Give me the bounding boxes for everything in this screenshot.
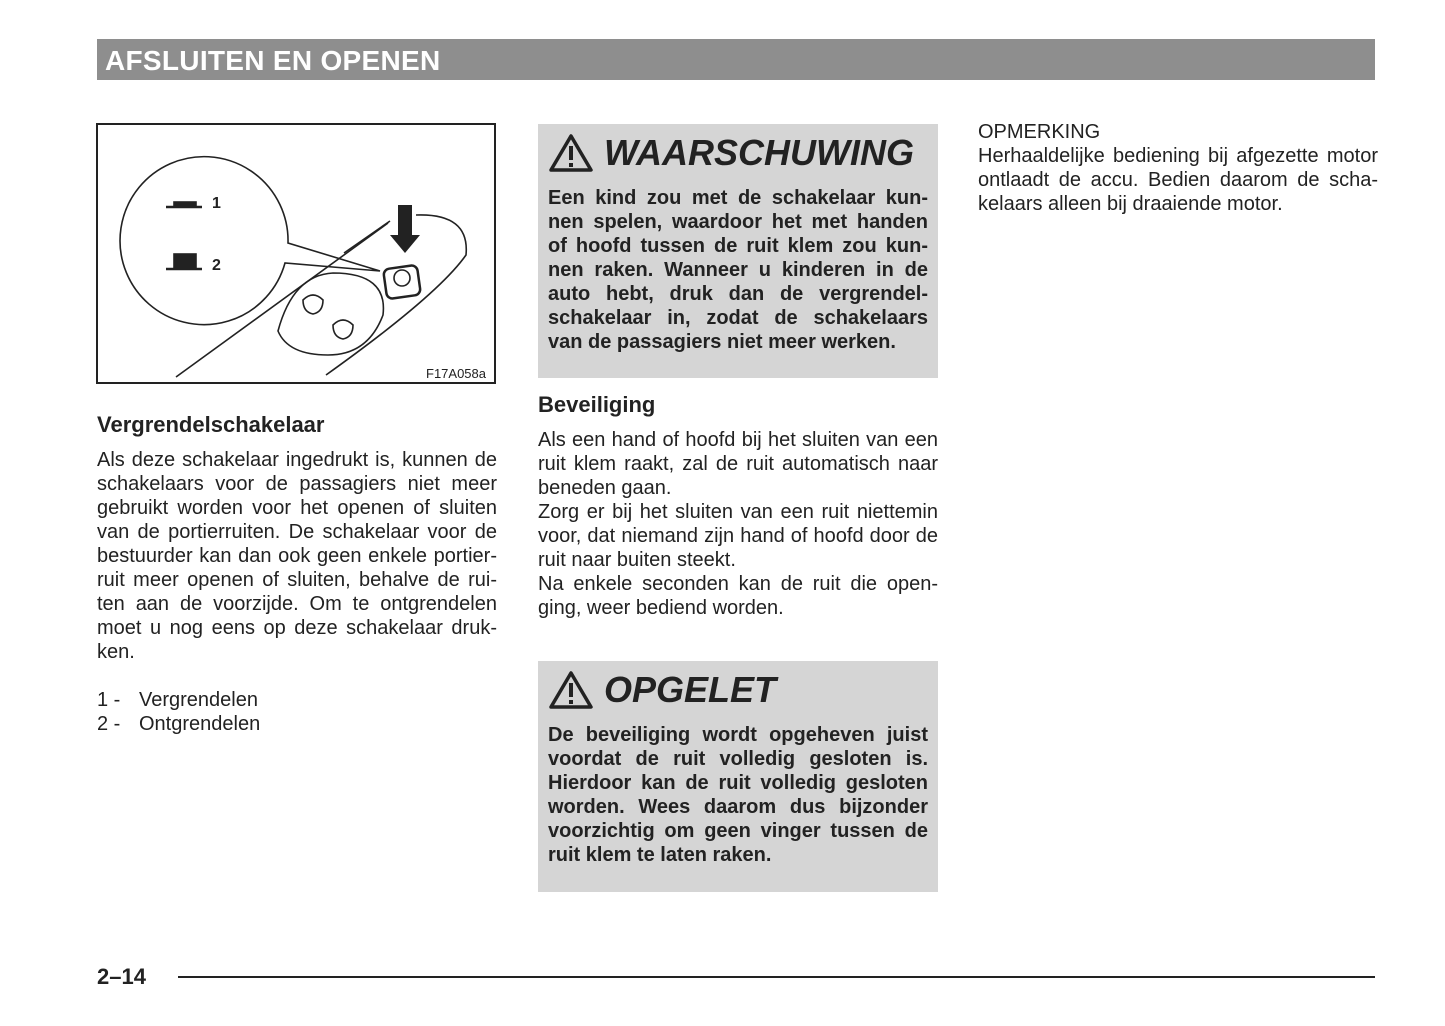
text-line: gebruikt worden voor het openen of sluiten bbox=[97, 497, 497, 519]
warning-triangle-icon bbox=[548, 133, 594, 173]
text-line: Hierdoor kan de ruit volledig gesloten bbox=[548, 772, 928, 794]
text-line: Zorg er bij het sluiten van een ruit niettemin bbox=[538, 501, 938, 523]
legend-num: 2 - bbox=[97, 713, 121, 735]
text-line: ontlaadt de accu. Bedien daarom de scha- bbox=[978, 169, 1378, 191]
text-line: nen raken. Wanneer u kinderen in de bbox=[548, 259, 928, 281]
text-line: schakelaars voor de passagiers niet meer bbox=[97, 473, 497, 495]
text-line: worden. Wees daarom dus bijzonder bbox=[548, 796, 928, 818]
lock-switch-section bbox=[97, 412, 497, 736]
text-line: voordat de ruit volledig gesloten is. bbox=[548, 748, 928, 770]
warning-title: WAARSCHUWING bbox=[604, 132, 914, 173]
legend-item bbox=[97, 712, 497, 736]
text-line: ten aan de voorzijde. Om te ontgrendelen bbox=[97, 593, 497, 615]
legend-text: Ontgrendelen bbox=[139, 713, 261, 735]
legend-text: Vergrendelen bbox=[139, 689, 258, 711]
text-line: moet u nog eens op deze schakelaar druk- bbox=[97, 617, 497, 639]
warning-text bbox=[548, 186, 928, 354]
caution-text bbox=[548, 723, 928, 867]
warning-triangle-icon bbox=[548, 670, 594, 710]
text-line: voorzichtig om geen vinger tussen de bbox=[548, 820, 928, 842]
text-line: ken. bbox=[97, 641, 135, 663]
warning-box bbox=[538, 124, 938, 378]
note-text bbox=[978, 144, 1378, 216]
text-line: of hoofd tussen de ruit klem zou kun- bbox=[548, 235, 928, 257]
text-line: nen spelen, waardoor het met handen bbox=[548, 211, 928, 233]
text-line: ging, weer bediend worden. bbox=[538, 597, 784, 619]
section-heading: Beveiliging bbox=[538, 392, 656, 417]
legend-num: 1 - bbox=[97, 689, 121, 711]
text-line: auto hebt, druk dan de vergrendel- bbox=[548, 283, 928, 305]
text-line: Herhaaldelijke bediening bij afgezette motor bbox=[978, 145, 1378, 167]
caution-box bbox=[538, 661, 938, 892]
text-line: van de passagiers niet meer werken. bbox=[548, 331, 896, 353]
note-heading: OPMERKING bbox=[978, 121, 1101, 143]
section-header: AFSLUITEN EN OPENEN bbox=[97, 39, 1375, 80]
text-line: ruit meer openen of sluiten, behalve de rui- bbox=[97, 569, 497, 591]
legend-list bbox=[97, 688, 497, 736]
legend-item bbox=[97, 688, 497, 712]
lock-switch-illustration bbox=[96, 123, 496, 384]
figure-label-2: 2 bbox=[212, 257, 221, 274]
text-line: Na enkele seconden kan de ruit die open- bbox=[538, 573, 938, 595]
safety-section bbox=[538, 392, 938, 620]
footer-rule bbox=[178, 976, 1375, 978]
window-switch-diagram-icon bbox=[98, 125, 494, 382]
page-number: 2–14 bbox=[97, 964, 146, 989]
text-line: ruit naar buiten steekt. bbox=[538, 549, 736, 571]
text-line: voor, dat niemand zijn hand of hoofd door de bbox=[538, 525, 938, 547]
safety-text bbox=[538, 428, 938, 620]
text-line: beneden gaan. bbox=[538, 477, 672, 499]
text-line: De beveiliging wordt opgeheven juist bbox=[548, 724, 928, 746]
figure-label-1: 1 bbox=[212, 195, 221, 212]
text-line: bestuurder kan dan ook geen enkele portier- bbox=[97, 545, 497, 567]
note-section bbox=[978, 120, 1378, 216]
text-line: Als deze schakelaar ingedrukt is, kunnen de bbox=[97, 449, 497, 471]
text-line: kelaars alleen bij draaiende motor. bbox=[978, 193, 1283, 215]
figure-code: F17A058a bbox=[426, 366, 486, 381]
caution-title: OPGELET bbox=[604, 669, 777, 710]
text-line: ruit klem te laten raken. bbox=[548, 844, 772, 866]
section-heading: Vergrendelschakelaar bbox=[97, 412, 325, 437]
text-line: ruit klem raakt, zal de ruit automatisch naar bbox=[538, 453, 938, 475]
text-line: Een kind zou met de schakelaar kun- bbox=[548, 187, 928, 209]
text-line: Als een hand of hoofd bij het sluiten van een bbox=[538, 429, 938, 451]
text-line: schakelaar in, zodat de schakelaars bbox=[548, 307, 928, 329]
text-line: van de portierruiten. De schakelaar voor de bbox=[97, 521, 497, 543]
lock-switch-text bbox=[97, 448, 497, 664]
